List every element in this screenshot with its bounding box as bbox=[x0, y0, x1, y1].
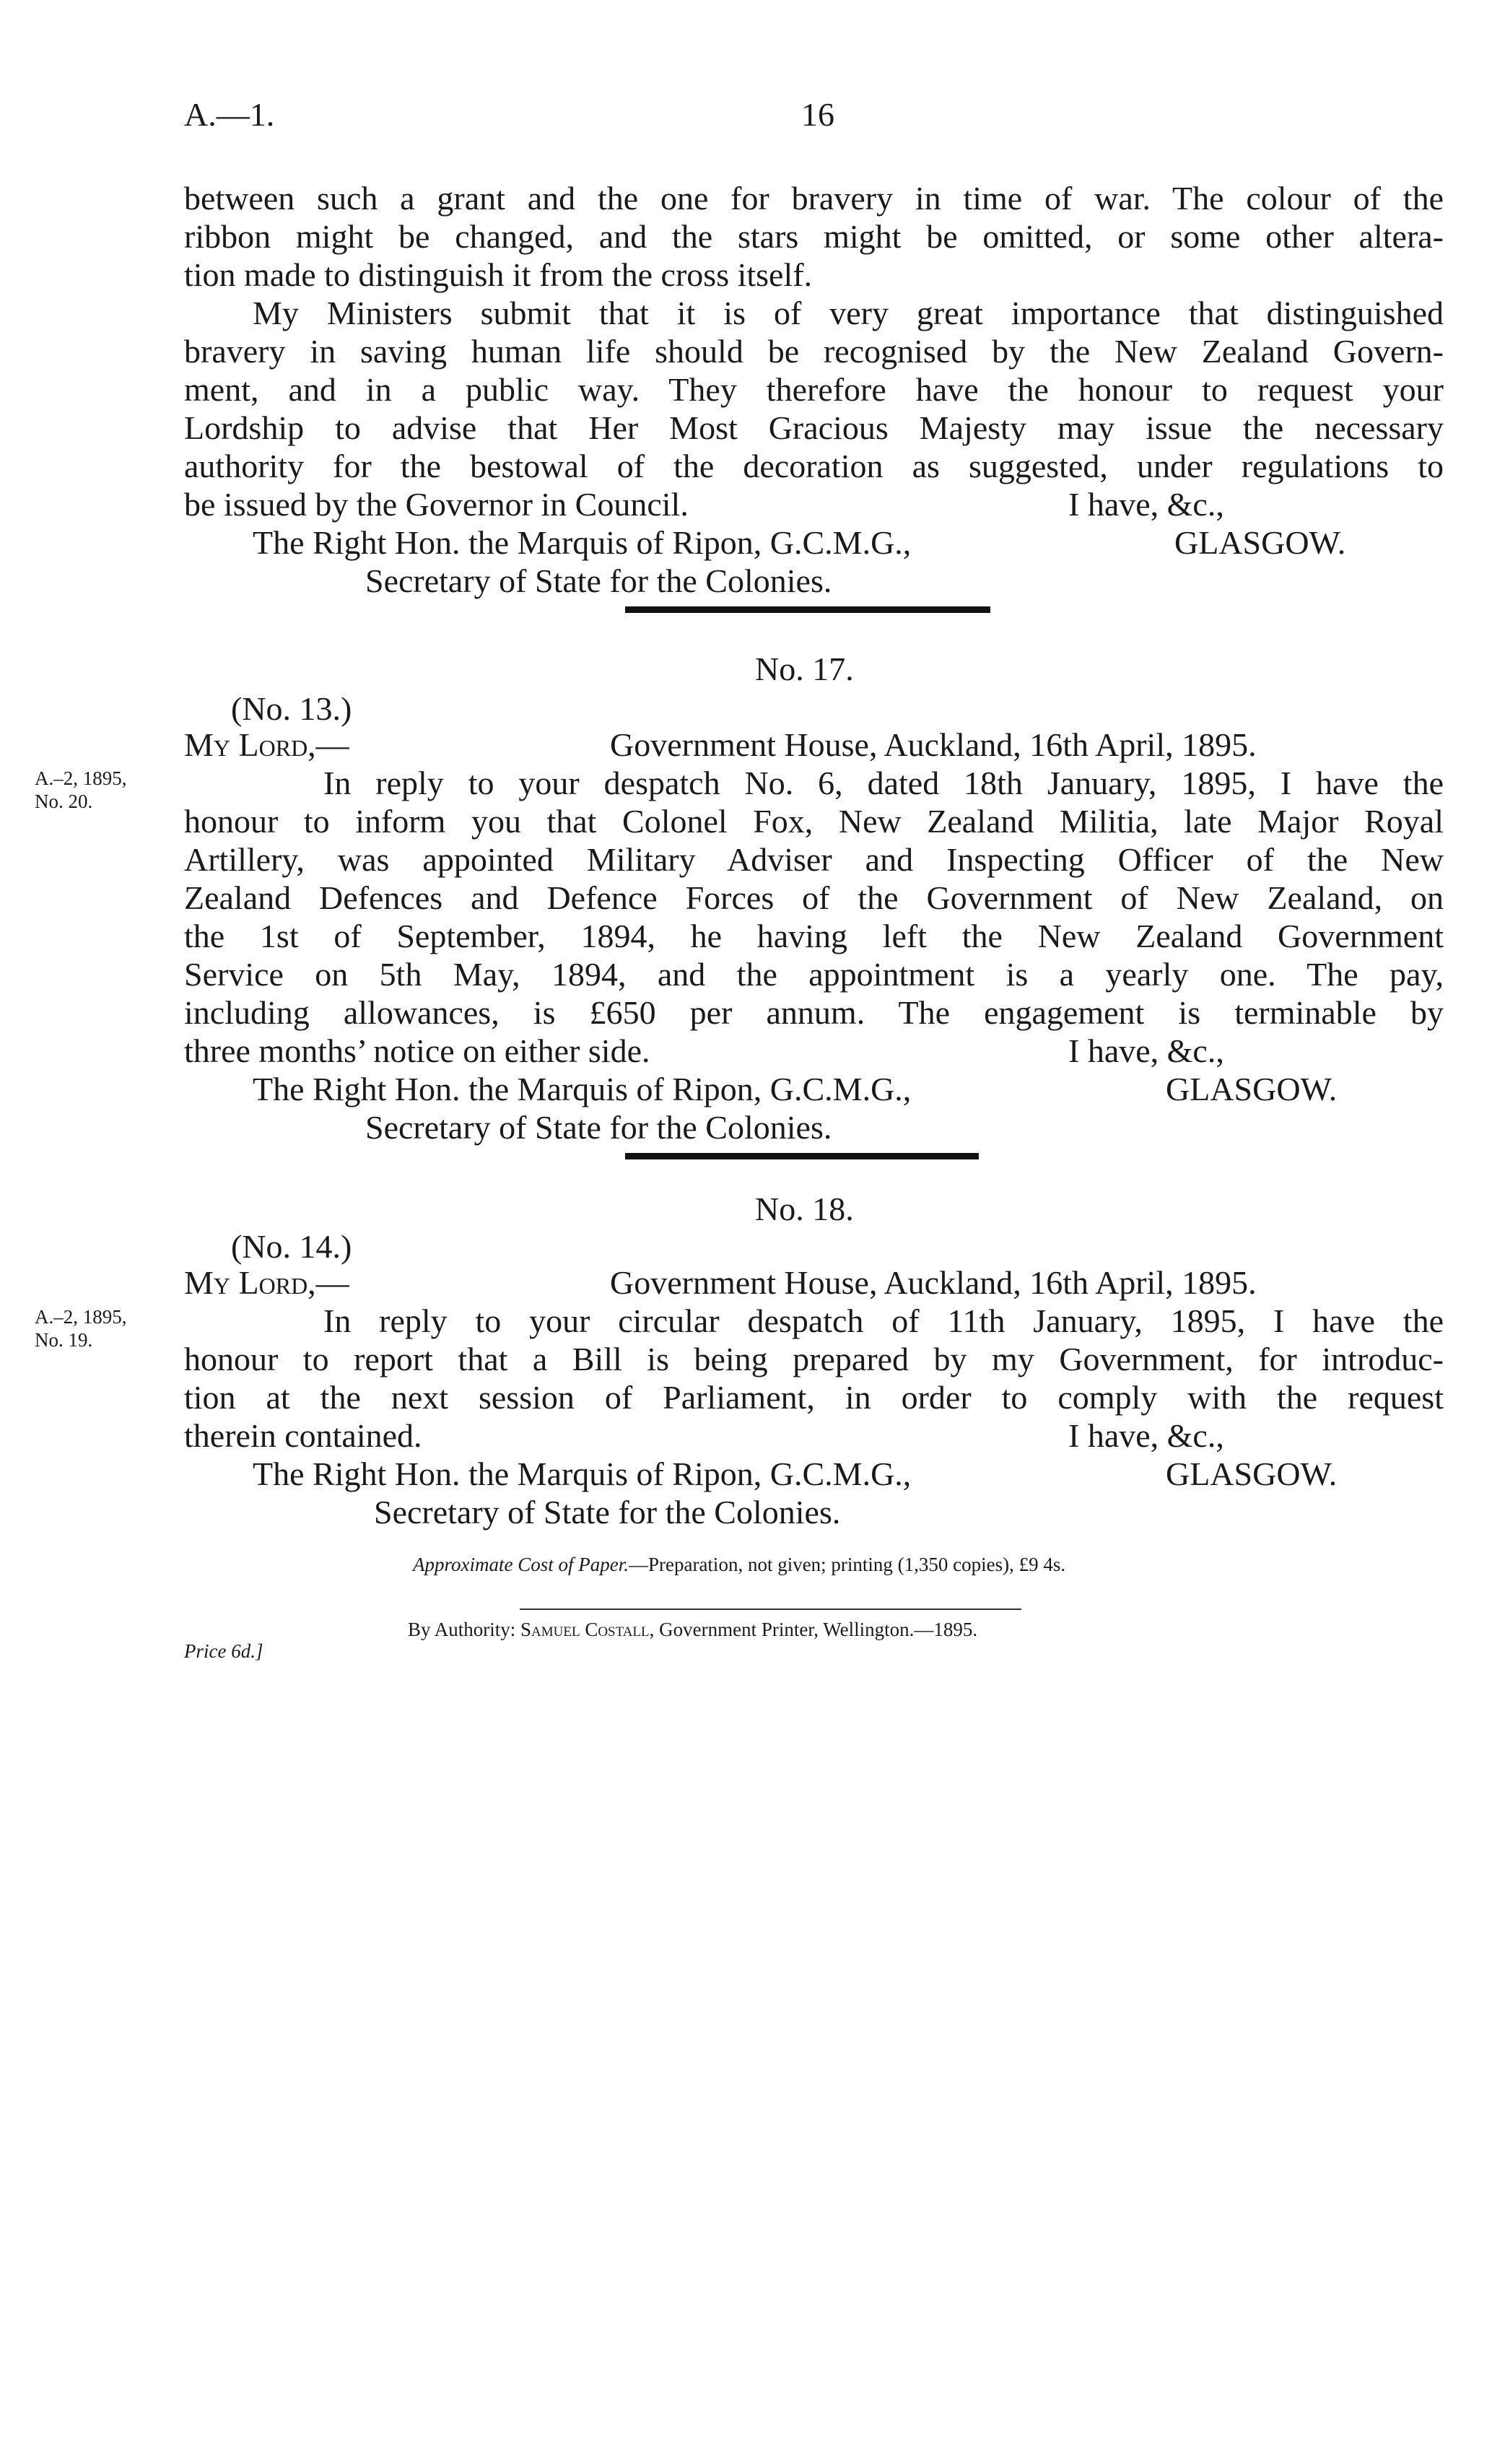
body-line: ment, and in a public way. They therefore have the honour to request your bbox=[184, 371, 1444, 408]
cost-note bbox=[413, 1554, 1065, 1576]
body-line: Lordship to advise that Her Most Gracious Majesty may issue the necessary bbox=[184, 409, 1444, 446]
body-line: Zealand Defences and Defence Forces of the Government of New Zealand, on bbox=[184, 879, 1444, 916]
letter-reference: (No. 13.) bbox=[231, 690, 352, 727]
addressee-title: Secretary of State for the Colonies. bbox=[365, 562, 832, 599]
letter-number: No. 18. bbox=[755, 1190, 854, 1227]
body-line: honour to report that a Bill is being prepared by my Government, for introduc- bbox=[184, 1341, 1444, 1377]
signature: GLASGOW. bbox=[1166, 1071, 1338, 1107]
body-line: honour to inform you that Colonel Fox, New Zealand Militia, late Major Royal bbox=[184, 803, 1444, 840]
salutation: My Lord,— bbox=[184, 1264, 349, 1301]
place-date: Government House, Auckland, 16th April, 1895. bbox=[610, 1264, 1257, 1301]
letter-number: No. 17. bbox=[755, 650, 854, 687]
place-date: Government House, Auckland, 16th April, 1895. bbox=[610, 726, 1257, 763]
body-line: tion made to distinguish it from the cross itself. bbox=[184, 256, 813, 293]
addressee-title: Secretary of State for the Colonies. bbox=[374, 1494, 841, 1531]
body-line: including allowances, is £650 per annum. The engagement is terminable by bbox=[184, 994, 1444, 1031]
margin-note bbox=[35, 1305, 127, 1351]
body-line: Service on 5th May, 1894, and the appointment is a yearly one. The pay, bbox=[184, 956, 1444, 993]
margin-note-line: No. 19. bbox=[35, 1329, 93, 1351]
body-line: Artillery, was appointed Military Adviser and Inspecting Officer of the New bbox=[184, 841, 1444, 878]
body-line: the 1st of September, 1894, he having left the New Zealand Government bbox=[184, 918, 1444, 954]
price: Price 6d.] bbox=[184, 1640, 263, 1662]
margin-note-line: A.–2, 1895, bbox=[35, 1306, 127, 1328]
letter-reference: (No. 14.) bbox=[231, 1228, 352, 1265]
margin-note-line: No. 20. bbox=[35, 791, 93, 812]
section-divider bbox=[625, 1153, 979, 1159]
body-line: therein contained. bbox=[184, 1417, 422, 1454]
printer-name: Samuel Costall bbox=[520, 1619, 650, 1640]
margin-note bbox=[35, 767, 127, 813]
body-line: tion at the next session of Parliament, in order to comply with the request bbox=[184, 1379, 1444, 1416]
signature: GLASGOW. bbox=[1174, 524, 1346, 561]
cost-label: Approximate Cost of Paper. bbox=[413, 1554, 629, 1575]
body-line: In reply to your circular despatch of 11th January, 1895, I have the bbox=[323, 1302, 1444, 1339]
page-reference: A.—1. bbox=[184, 96, 275, 133]
body-line: My Ministers submit that it is of very great importance that distinguished bbox=[253, 295, 1444, 331]
body-line: be issued by the Governor in Council. bbox=[184, 486, 689, 523]
cost-text: —Preparation, not given; printing (1,350 copies), £9 4s. bbox=[628, 1554, 1066, 1575]
body-line: ribbon might be changed, and the stars might be omitted, or some other altera- bbox=[184, 218, 1444, 255]
body-line: bravery in saving human life should be recognised by the New Zealand Govern- bbox=[184, 333, 1444, 370]
body-line: authority for the bestowal of the decoration as suggested, under regulations to bbox=[184, 448, 1444, 484]
page-number: 16 bbox=[801, 96, 834, 133]
body-line: three months’ notice on either side. bbox=[184, 1032, 650, 1069]
authority-prefix: By Authority: bbox=[408, 1619, 516, 1640]
addressee: The Right Hon. the Marquis of Ripon, G.C.M.G., bbox=[253, 524, 912, 561]
margin-note-line: A.–2, 1895, bbox=[35, 767, 127, 789]
printer-authority bbox=[408, 1619, 977, 1641]
addressee: The Right Hon. the Marquis of Ripon, G.C.M.G., bbox=[253, 1071, 912, 1107]
section-divider bbox=[625, 606, 990, 613]
footer-divider bbox=[520, 1608, 1021, 1610]
closing-text: I have, &c., bbox=[1068, 1032, 1224, 1069]
salutation: My Lord,— bbox=[184, 726, 349, 763]
body-line: In reply to your despatch No. 6, dated 18th January, 1895, I have the bbox=[323, 765, 1444, 801]
authority-suffix: , Government Printer, Wellington.—1895. bbox=[649, 1619, 978, 1640]
signature: GLASGOW. bbox=[1166, 1455, 1338, 1492]
addressee: The Right Hon. the Marquis of Ripon, G.C.M.G., bbox=[253, 1455, 912, 1492]
addressee-title: Secretary of State for the Colonies. bbox=[365, 1109, 832, 1146]
closing-text: I have, &c., bbox=[1068, 486, 1224, 523]
closing-text: I have, &c., bbox=[1068, 1417, 1224, 1454]
body-line: between such a grant and the one for bravery in time of war. The colour of the bbox=[184, 180, 1444, 217]
